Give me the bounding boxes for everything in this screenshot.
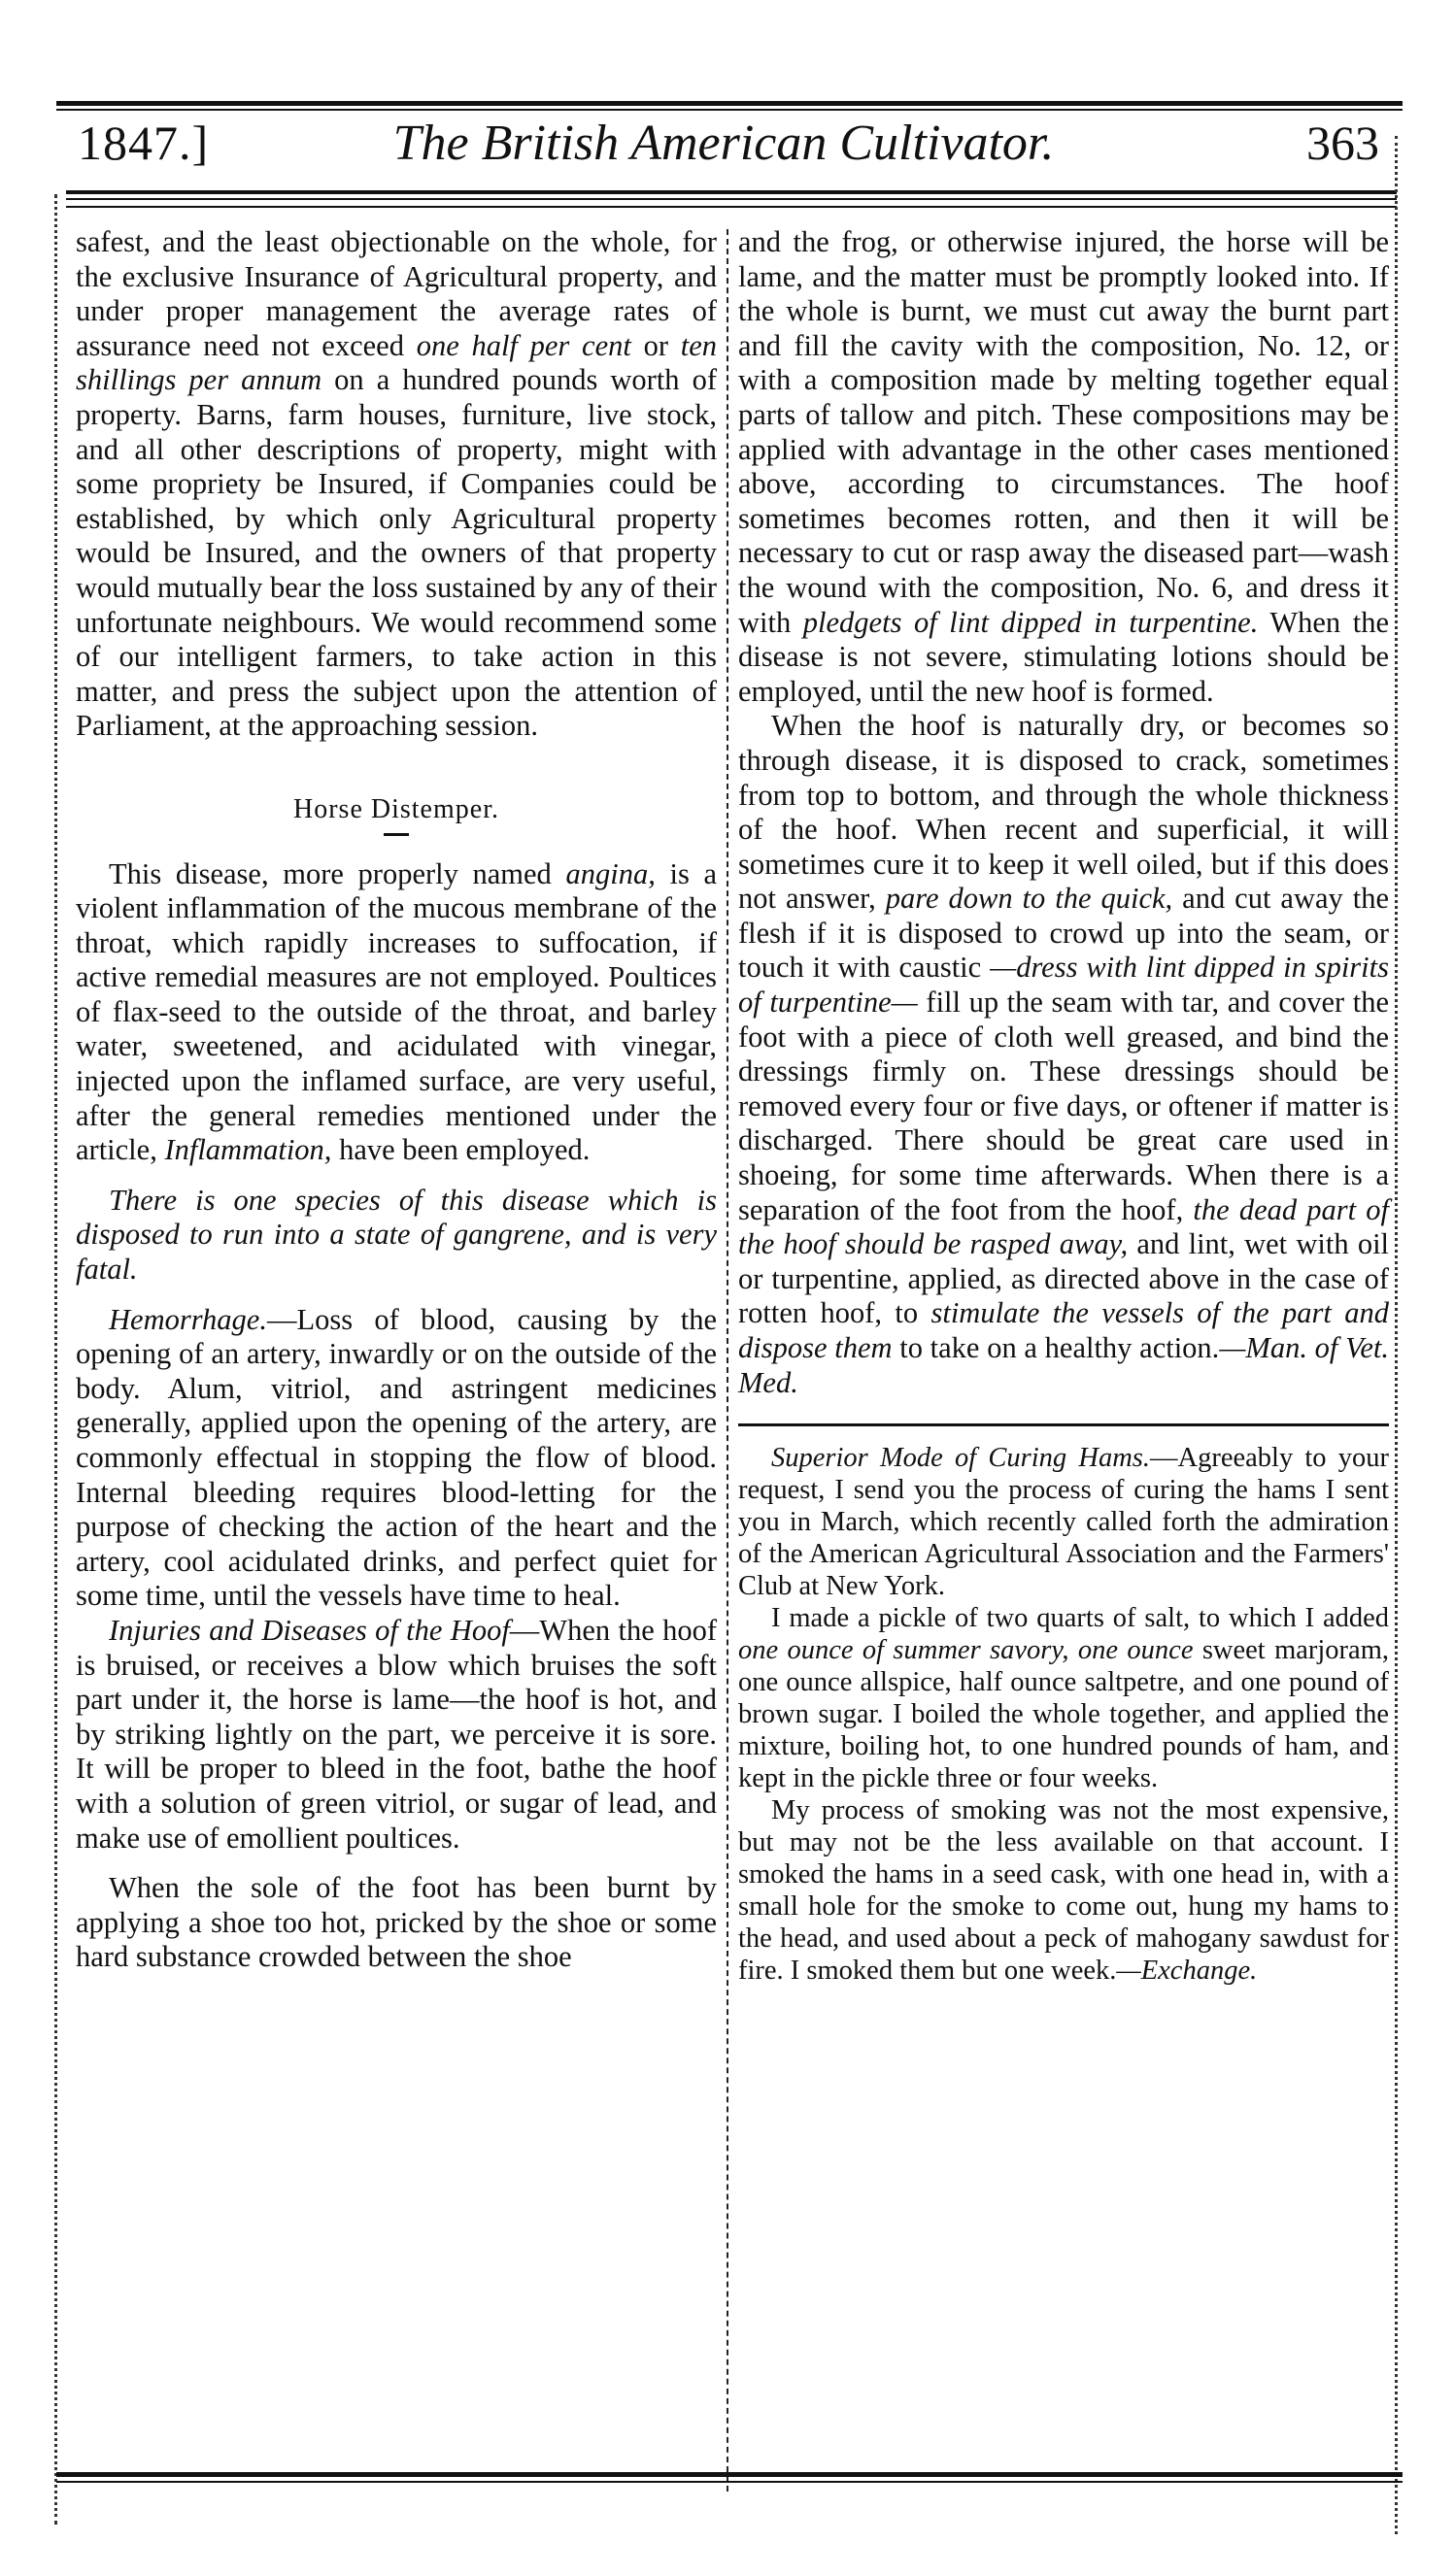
page-number: 363: [1306, 116, 1379, 170]
smoking-paragraph: My process of smoking was not the most expensive, but may not be the less available on that account. I smoked the hams in a seed cask, with one head in, with a small hole for the smoke to come out, hung my hams to the head, and used about a peck of mahogany sawdust for fire. I smoked them but one week.—Exchange.: [738, 1795, 1389, 1987]
article-title-curing-hams: Superior Mode of Curing Hams.: [771, 1443, 1150, 1474]
insurance-paragraph: safest, and the least objectionable on the whole, for the exclusive Insurance of Agricultural property, and under proper management the average rates of assurance need not exceed one half per cent or ten shillings per annum on a hundred pounds worth of property. Barns, farm houses, furniture, live stock, and all other descriptions of property, might with some propriety be Insured, if Companies could be established, by which only Agricultural property would be Insured, and the owners of that property would mutually bear the loss sustained by any of their unfortunate neighbours. We would recommend some of our intelligent farmers, to take action in this matter, and press the subject upon the attention of Parliament, at the approaching session.: [76, 225, 717, 743]
dry-hoof-paragraph: When the hoof is naturally dry, or becomes so through disease, it is disposed to crack, sometimes from top to bottom, and through the whole thickness of the hoof. When recent and superficial, it will sometimes cure it to keep it well oiled, but if this does not answer, pare down to the quick, and cut away the flesh if it is disposed to crowd up into the seam, or touch it with caustic —dress with lint dipped in spirits of turpentine— fill up the seam with tar, and cover the foot with a piece of cloth well greased, and bind the dressings firmly on. These dressings should be removed every four or five days, or oftener if matter is discharged. There should be great care used in shoeing, for some time afterwards. When there is a separation of the foot from the hoof, the dead part of the hoof should be rasped away, and lint, wet with oil or turpentine, applied, as directed above in the case of rotten hoof, to stimulate the vessels of the part and dispose them to take on a healthy action.—Man. of Vet. Med.: [738, 709, 1390, 1399]
distemper-paragraph: This disease, more properly named angina, is a violent inflammation of the mucous membrane of the throat, which rapidly increases to suffocation, if active remedial measures are not employed. Poultices of flax-seed to the outside of the throat, and barley water, sweetened, and acidulated with vinegar, injected upon the inflamed surface, are very useful, after the general remedies mentioned under the article, Inflammation, have been employed.: [76, 856, 718, 1167]
publication-title: The British American Cultivator.: [392, 116, 1055, 171]
bottom-thin-rule: [56, 2481, 1403, 2483]
curing-hams-article: [738, 1442, 1389, 1987]
hoof-continued-paragraph: and the frog, or otherwise injured, the horse will be lame, and the matter must be promptly looked into. If the whole is burnt, we must cut away the burnt part and fill the cavity with the composition, No. 12, or with a composition made by melting together equal parts of tallow and pitch. These compositions may be applied with advantage in the other cases mentioned above, according to circumstances. The hoof sometimes becomes rotten, and then it will be necessary to cut or rasp away the diseased part—wash the wound with the composition, No. 6, and dress it with pledgets of lint dipped in turpentine. When the disease is not severe, stimulating lotions should be employed, until the new hoof is formed.: [738, 225, 1390, 708]
column-divider: [727, 229, 730, 2492]
left-margin-border: [54, 194, 60, 2525]
hoof-injuries-paragraph: Injuries and Diseases of the Hoof—When the hoof is bruised, or receives a blow which bruises the soft part under it, the horse is lame—the hoof is hot, and by striking lightly on the part, we perceive it is sore. It will be proper to bleed in the foot, bathe the hoof with a solution of green vitriol, or sugar of lead, and make use of emollient poultices.: [76, 1613, 717, 1855]
source-credit: —Man. of Vet. Med.: [738, 1331, 1390, 1399]
curing-hams-intro: Superior Mode of Curing Hams.—Agreeably to your request, I send you the process of curing the hams I sent you in March, which recently called forth the admiration of the American Agricultural Association and the Farmers' Club at New York.: [738, 1443, 1389, 1602]
header-underline-thin: [66, 198, 1397, 200]
heading-rule: [384, 833, 409, 836]
bottom-border-rule: [56, 2472, 1403, 2477]
left-column: [76, 225, 717, 1975]
right-column: [738, 225, 1389, 1987]
header-year: 1847.]: [78, 116, 210, 170]
top-border-rule: [56, 101, 1403, 106]
article-separator: [738, 1423, 1389, 1426]
top-thin-rule: [56, 109, 1403, 111]
pickle-paragraph: I made a pickle of two quarts of salt, to which I added one ounce of summer savory, one ounce sweet marjoram, one ounce allspice, half ounce saltpetre, and one pound of brown sugar. I boiled the whole together, and applied the mixture, boiling hot, to one hundred pounds of ham, and kept in the pickle three or four weeks.: [738, 1603, 1389, 1794]
header-underline-thick: [66, 190, 1397, 194]
right-margin-border: [1395, 136, 1401, 2534]
header-underline-thin-2: [66, 206, 1397, 208]
running-header: [58, 115, 1389, 183]
hemorrhage-paragraph: Hemorrhage.—Loss of blood, causing by the opening of an artery, inwardly or on the outside of the body. Alum, vitriol, and astringent medicines generally, applied upon the opening of the artery, are commonly effectual in stopping the flow of blood. Internal bleeding requires blood-letting for the purpose of checking the action of the heart and the artery, cool acidulated drinks, and perfect quiet for some time, until the vessels have time to heal.: [76, 1302, 717, 1613]
exchange-credit: —Exchange.: [1116, 1956, 1258, 1987]
burnt-sole-paragraph: When the sole of the foot has been burnt by applying a shoe too hot, pricked by the shoe or some hard substance crowded between the shoe: [76, 1871, 717, 1974]
gangrene-paragraph: There is one species of this disease which is disposed to run into a state of gangrene, and is very fatal.: [76, 1183, 717, 1287]
section-heading-horse-distemper: Horse Distemper.: [293, 793, 499, 824]
